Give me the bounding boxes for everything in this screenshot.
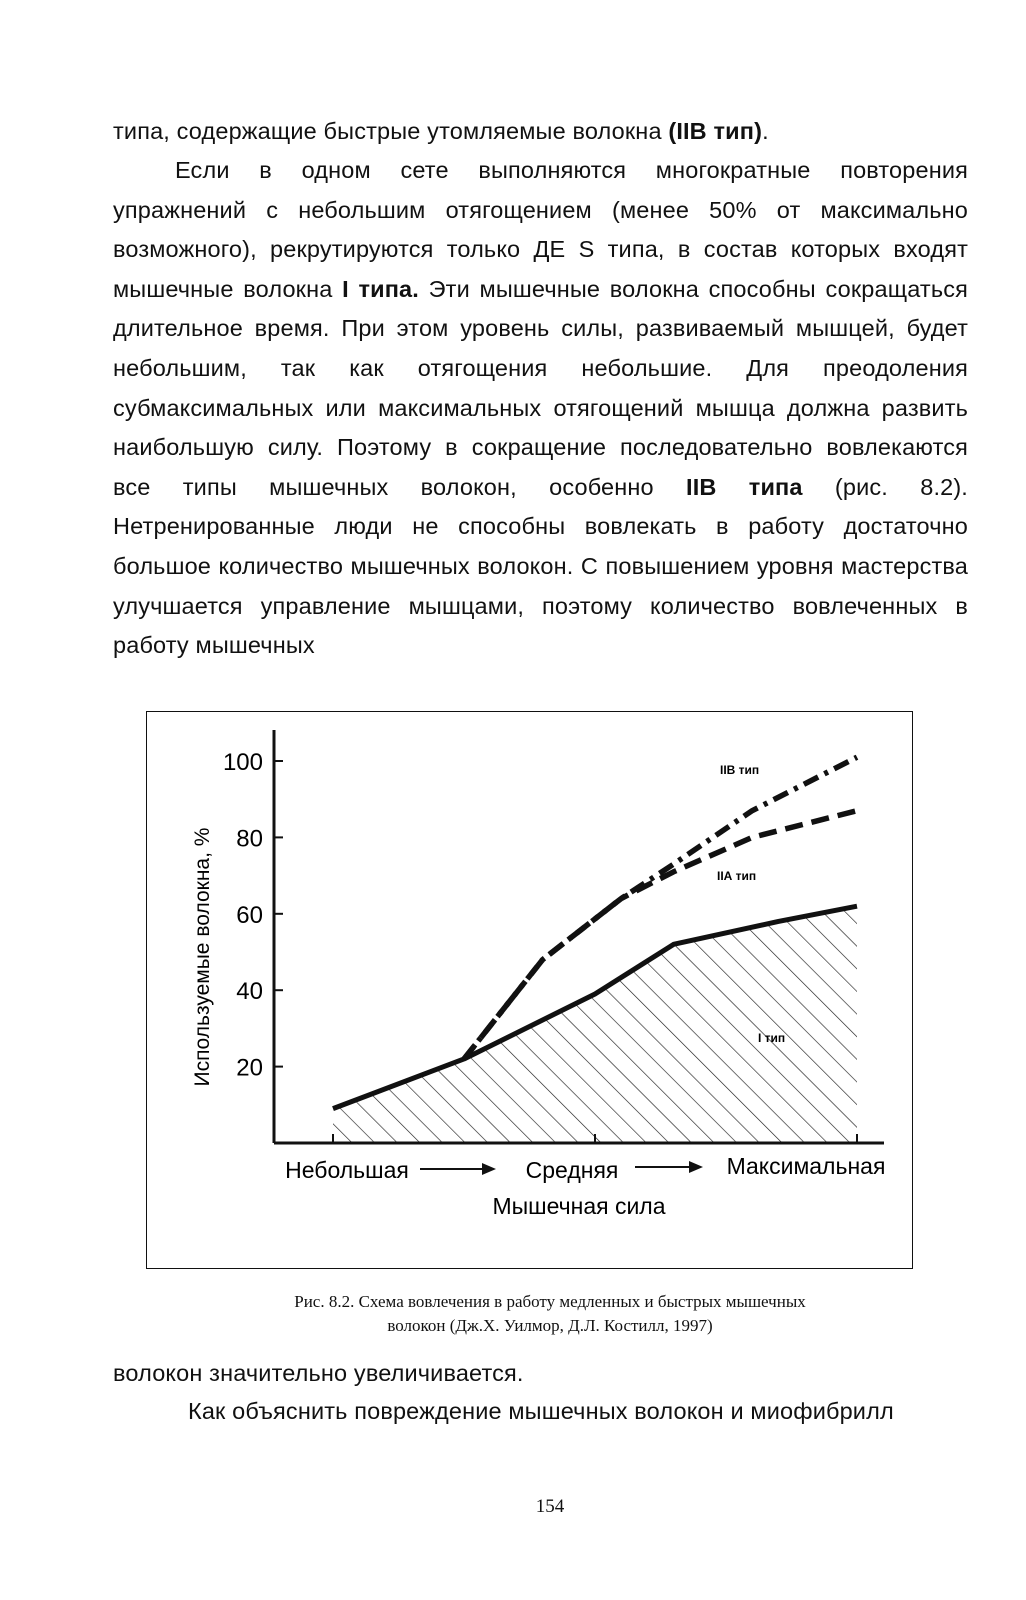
text-run: .	[762, 118, 769, 144]
series-label-type-i: I тип	[758, 1031, 786, 1045]
x-arrow-head	[689, 1161, 703, 1173]
text-run: Как объяснить повреждение мышечных волокон и миофибрилл	[188, 1398, 894, 1424]
bold-term: (IIВ тип)	[668, 118, 763, 144]
bold-term: IIВ типа	[686, 473, 803, 500]
type-i-hatched-area	[333, 906, 857, 1143]
text-run: (рис. 8.2). Нетренированные люди не способны вовлекать в работу достаточно большое количество мышечных волокон. С повышением уровня мастерства улучшается управление мышцами, поэтому количество вовлеченных в работу мышечных	[113, 473, 968, 659]
paragraph-2	[113, 151, 968, 666]
caption-line-2: волокон (Дж.Х. Уилмор, Д.Л. Костилл, 1997)	[387, 1316, 713, 1335]
caption-line-1: Рис. 8.2. Схема вовлечения в работу медленных и быстрых мышечных	[294, 1292, 806, 1311]
text-run: Если в одном сете выполняются многократные повторения упражнений с небольшим отягощением (менее 50% от максимально возможного), рекрутируются только ДЕ S типа, в состав которых входят мышечные волокна	[113, 157, 968, 302]
series-label-type-iib: IIВ тип	[720, 763, 760, 777]
y-tick-label: 40	[236, 978, 263, 1006]
page-number: 154	[535, 1496, 565, 1517]
figure-caption	[190, 1290, 910, 1338]
question-heading	[188, 1392, 988, 1432]
paragraph-1	[113, 112, 968, 152]
y-axis-title: Используемые волокна, %	[191, 827, 214, 1087]
x-tick-label: Максимальная	[726, 1153, 886, 1179]
y-tick-label: 80	[236, 825, 263, 853]
x-tick-label: Небольшая	[285, 1157, 409, 1183]
y-tick-label: 60	[236, 901, 263, 929]
x-axis-title: Мышечная сила	[492, 1193, 666, 1219]
y-tick-label: 100	[222, 749, 263, 776]
y-tick-label: 20	[236, 1054, 263, 1082]
paragraph-3	[113, 1354, 968, 1394]
series-label-type-iia: IIА тип	[717, 869, 757, 883]
figure-8-2	[146, 711, 913, 1269]
fiber-recruitment-chart	[147, 712, 912, 1268]
bold-term: I типа.	[342, 275, 419, 302]
x-arrow-head	[482, 1163, 496, 1175]
x-tick-label: Средняя	[525, 1157, 619, 1183]
text-run: Эти мышечные волокна способны сокращаться длительное время. При этом уровень силы, развиваемый мышцей, будет небольшим, так как отягощения небольшие. Для преодоления субмаксимальных или максимальных отягощений мышца должна развить наибольшую силу. Поэтому в сокращение последовательно вовлекаются все типы мышечных волокон, особенно	[113, 275, 968, 500]
text-run: волокон значительно увеличивается.	[113, 1360, 524, 1386]
text-run: типа, содержащие быстрые утомляемые волокна	[113, 118, 669, 144]
